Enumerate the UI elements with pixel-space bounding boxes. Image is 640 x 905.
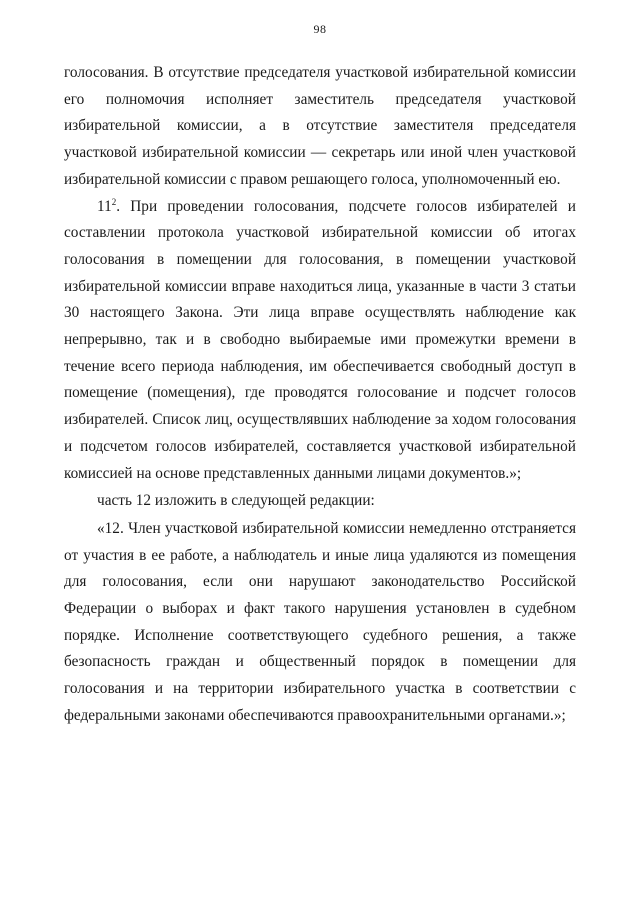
paragraph-continuation: голосования. В отсутствие председателя участковой избирательной комиссии его полномочия исполняет заместитель председателя участковой избирательной комиссии, а в отсутствие заместителя председателя участковой избирательной комиссии — секретарь или иной член участковой избирательной комиссии с правом решающего голоса, уполномоченный ею.: [64, 64, 576, 188]
paragraph-clause-11-2: [64, 194, 576, 488]
document-body: [64, 60, 576, 730]
page-number: 98: [313, 22, 327, 36]
paragraph-clause-12: «12. Член участковой избирательной комиссии немедленно отстраняется от участия в ее работе, а наблюдатель и иные лица удаляются из помещения для голосования, если они нарушают законодательство Российской Федерации о выборах и факт такого нарушения установлен в судебном порядке. Исполнение соответствующего судебного решения, а также безопасность граждан и общественный порядок в помещении для голосования и на территории избирательного участка в соответствии с федеральными законами обеспечиваются правоохранительными органами.»;: [64, 519, 576, 724]
clause-number-superscript: 2: [111, 196, 117, 207]
paragraph-instruction: часть 12 изложить в следующей редакции:: [97, 492, 375, 510]
clause-text: . При проведении голосования, подсчете голосов избирателей и составлении протокола участковой избирательной комиссии об итогах голосования в помещении для голосования, в помещении участковой избирательной комиссии вправе находиться лица, указанные в части 3 статьи 30 настоящего Закона. Эти лица вправе осуществлять наблюдение как непрерывно, так и в свободно выбираемые ими промежутки времени в течение всего периода наблюдения, им обеспечивается свободный доступ в помещение (помещения), где проводятся голосование и подсчет голосов избирателей. Список лиц, осуществлявших наблюдение за ходом голосования и подсчетом голосов избирателей, составляется участковой избирательной комиссией на основе представленных данными лицами документов.»;: [64, 197, 576, 482]
clause-number: 11: [97, 197, 112, 215]
